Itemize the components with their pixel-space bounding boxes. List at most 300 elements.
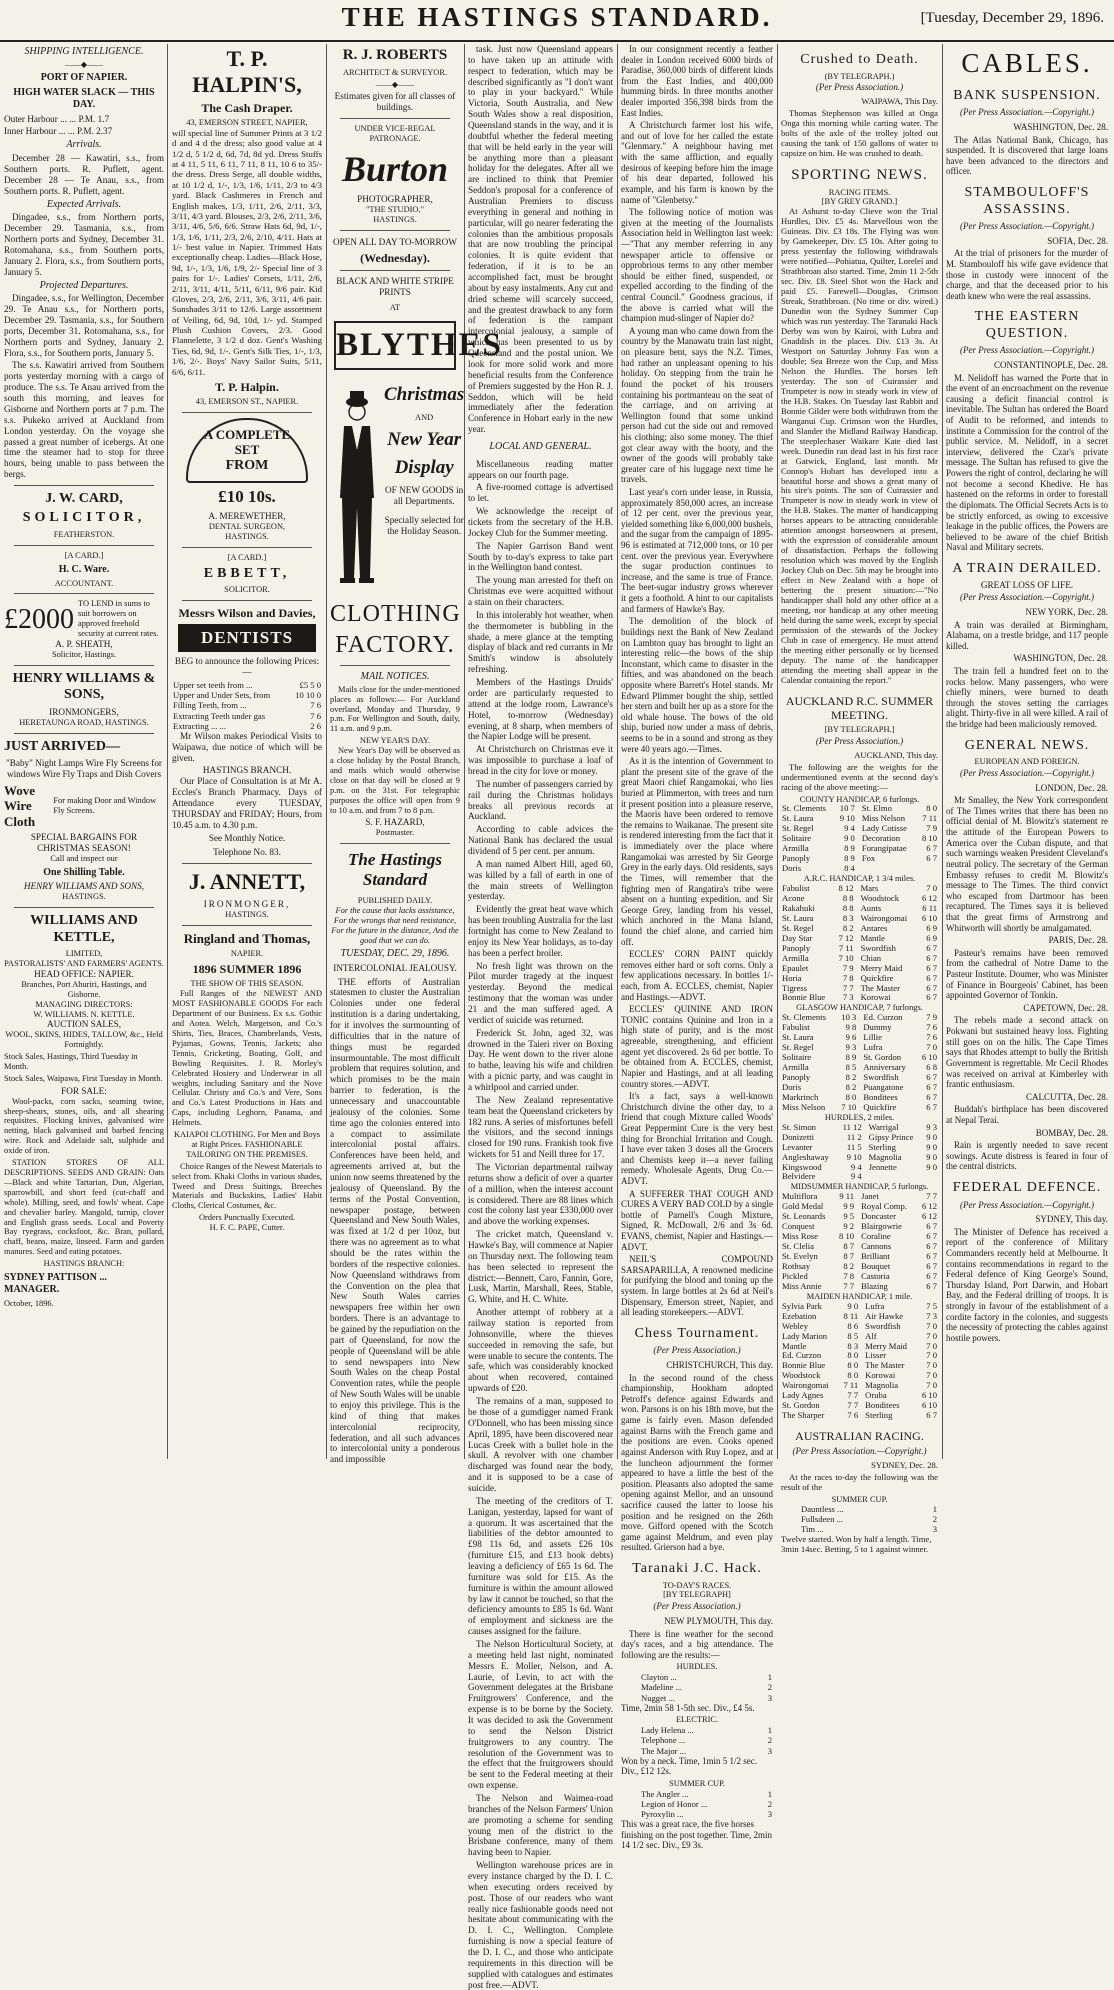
chess-place: CHRISTCHURCH, This day. [666, 1360, 773, 1371]
divider [14, 545, 154, 546]
show-text: THE SHOW OF THIS SEASON. [190, 979, 304, 989]
eastern-heading: THE EASTERN QUESTION. [974, 309, 1080, 341]
auckland-text: The following are the weights for the undermentioned events at the second day's racing of the above meeting:— [781, 761, 938, 792]
horse-name: Telephone ... [641, 1735, 686, 1746]
horse-name: St. Clements [782, 803, 826, 814]
horse-weight: 11 2 [846, 1131, 862, 1142]
bank-text: The Atlas National Bank, Chicago, has suspended. It is discovered that large loans have been advanced to the directors and officer. [946, 134, 1108, 177]
horse-name: Markrinch [782, 1091, 819, 1102]
horse-weight: 6 7 [926, 843, 937, 854]
horse-name: Bonditees [863, 1091, 898, 1102]
weight-row [781, 1172, 938, 1182]
column-rule [464, 44, 465, 1459]
horse-weight: 8 0 [847, 1350, 859, 1361]
local-news-item: The remains of a man, supposed to be those of a gumdigger named Frank O'Donnell, who has been missing since April, 1895, have been discovered near Lucas Creek with a bullet hole in the skull. A revolver with one chamber discharged was found near the body, and it is supposed to be a case of suicide. [468, 1396, 613, 1493]
horse-weight: 7 6 [926, 1022, 937, 1033]
horse-weight: 6 7 [926, 1072, 937, 1083]
auckland-place: AUCKLAND, This day. [854, 749, 938, 760]
weight-row [781, 964, 938, 974]
horse-name: St. Leonards [782, 1211, 826, 1222]
general-heading: GENERAL NEWS. [964, 737, 1090, 753]
kettle-trade: PASTORALISTS' AND FARMERS' AGENTS. [4, 959, 164, 969]
horse-place: 2 [767, 1735, 772, 1746]
projected-text: Dingadee, s.s., for Wellington, December 29. Te Anau s.s., for Northern ports, December 29. Tasmania, s.s., for Southern ports, December 31. Rotomahana, s.s., for Northern ports and Sydney, January 2. Flora, s.s., for Southern ports, January 5. [4, 293, 164, 358]
horse-name: Kingswood [782, 1161, 822, 1172]
horse-weight: 10 7 [839, 803, 855, 814]
divider [182, 863, 312, 864]
new-years-day-text: New Year's Day will be observed as a close holiday by the Postal Branch, and mails which would otherwise close on that day will be closed at 9 p.m. on the 31st. For telegraphic purposes the office will open from 9 to 10 a.m. and from 7 to 8 p.m. [330, 746, 460, 815]
horse-name: St. Laura [782, 813, 814, 824]
horse-weight: 8 9 [844, 853, 855, 864]
roberts-name: R. J. ROBERTS [342, 47, 448, 63]
editorial-text: THE efforts of Australian statesmen to cluster the Australian Colonies under one federal institution is a daring undertaking, for it involves the surmounting of difficulties that in the nature of things must be regarded insurmountable. The most difficult problem that requires solution, and which promises to be the main barrier to federation, is the unnecessary and unaccountable jealousy of the colonies. Some time ago the colonies entered into a compact to assimilate intercolonial postal affairs. Conferences have been held, and agreements arrived at, but the union now seems threatened by the jealousy of Queensland. By the terms of the Postal Convention, newspaper postage, between Queensland and New South Wales, was fixed at 1/2 d per 10oz, but there was no agreement as to what should be the rates within the borders of the respective colonies. Now Queensland withdraws from the Convention on the plea that New South Wales carries newspapers free within her own borders. There is an advantage to be gained by the repudiation on the part of Queensland, for now the people of Queensland will be able to send newspapers into New South Wales on the cheap Postal Convention rates, while the people of New South Wales will be unable to enjoy this privilege. This is the kind of thing that makes intercolonial reciprocity, federation, and all such advances to intercolonial unity a ponderous and impossible [330, 976, 460, 1465]
horse-name: Conquest [782, 1221, 815, 1232]
horse-weight: 7 6 [926, 1032, 937, 1043]
horse-name: St. Gordon [863, 1052, 902, 1063]
horse-weight: 8 8 [842, 892, 854, 903]
horse-weight: 8 7 [843, 1251, 855, 1262]
divider [14, 665, 154, 666]
taranaki-subheading: TO-DAY'S RACES. [662, 1580, 732, 1590]
result-row [621, 1693, 773, 1703]
auction-items: WOOL, SKINS, HIDES, TALLOW, &c., Held Fortnightly. [5, 1030, 163, 1050]
horse-weight: 11 12 [842, 1121, 862, 1132]
horse-name: Levanter [782, 1141, 813, 1152]
horse-name: St. Elmo [861, 803, 892, 814]
local-news-item: A man named Albert Hill, aged 60, was killed by a fall of earth in one of the main streets of Wellington yesterday. [468, 858, 613, 902]
horse-name: Oruba [865, 1390, 887, 1401]
eastern-byline: (Per Press Association.—Copyright.) [960, 345, 1094, 356]
column-1 [4, 44, 164, 1459]
column-rule [326, 44, 327, 1459]
horse-name: Fabulist [782, 882, 810, 893]
column-rule [777, 44, 778, 1459]
local-news-item: Another attempt of robbery at a railway station is reported from Johnsonville, where the thieves succeeded in removing the safe, but were unable to secure the contents. The safe, which was considerably knocked about when recovered, contained upwards of £20. [468, 1307, 613, 1394]
horse-name: St. Clements [782, 1012, 826, 1023]
horse-weight: 9 10 [846, 1151, 862, 1162]
horse-name: Panoply [782, 1072, 811, 1083]
new-goods-text: OF NEW GOODS in all Departments. [385, 485, 464, 507]
horse-weight: 6 9 [926, 932, 937, 943]
blythes-advert [330, 378, 465, 598]
horse-name: Woodstock [860, 892, 900, 903]
station-stores-text: STATION STORES OF ALL DESCRIPTIONS. SEEDS AND GRAIN: Oats—Black and white Tartarian, Dun, Algerian, sparrowbill, and short feed (cut-chaff and whole). Milling, seed, and fowls' wheat. Cape and chevalier barley. Mangold, turnip, clover and English grass seeds. Local and Poverty Bay ryegrass, cocksfoot, &c. Bran, pollard, chaff, beans, maize, linseed. Farm and garden manures. Seed and eating potatoes. [4, 1158, 164, 1257]
horse-name: Dauntless ... [801, 1503, 844, 1514]
result-row [621, 1799, 773, 1809]
halpin-sig-address: 43, EMERSON ST., NAPIER. [195, 397, 299, 407]
specially-text: Specially selected for the Holiday Season. [384, 515, 464, 536]
horse-weight: 6 12 [921, 1201, 937, 1212]
one-shilling-table: One Shilling Table. [43, 866, 125, 878]
annett-name: J. ANNETT, [188, 869, 306, 895]
local-news-item: The Napier Garrison Band went South by to-day's express to take part in the Wellington band contest. [468, 540, 613, 573]
horse-weight: 6 12 [921, 1211, 937, 1222]
aus-cup-heading: SUMMER CUP. [831, 1494, 888, 1504]
price-row [172, 680, 322, 690]
postmaster-name: S. F. HAZARD, [365, 817, 425, 828]
result-row [621, 1809, 773, 1819]
horse-weight: 6 9 [926, 922, 937, 933]
ebbett-tag: [A CARD.] [227, 552, 267, 562]
capetown-place: CAPETOWN, Dec. 28. [1023, 1002, 1108, 1013]
horse-name: Miss Rose [782, 1231, 819, 1242]
horse-name: Sterling [868, 1141, 896, 1152]
horse-weight: 7 8 [842, 972, 854, 983]
electric-heading: ELECTRIC. [675, 1715, 719, 1725]
horse-name: Nugget ... [641, 1692, 675, 1703]
and-text: AND [415, 412, 434, 422]
horse-weight: 7 12 [838, 932, 854, 943]
horse-weight: 6 7 [926, 853, 937, 864]
london-text: Mr Smalley, the New York correspondent of The Times writes that there has been no official denial of M. Blowitz's statement re the attitude of the European Powers to America over the Cuban dispute, and that such warnings weaken President Cleveland's neutral policy. The secretary of the German Embassy refuses to credit M. Blowitz's message to The Times. The third convict who escaped from Dartmoor has been recaptured. The Times says it is believed that the great firms of Armstrong and Whitworth will shortly be amalgamated. [946, 795, 1108, 933]
display-text: Display [394, 457, 454, 478]
chess-byline: (Per Press Association.) [653, 1345, 741, 1356]
card-name: J. W. CARD, [45, 490, 123, 506]
standard-title: The Hastings Standard [348, 850, 442, 890]
horse-weight: 9 3 [926, 1121, 937, 1132]
williams-firm: HENRY WILLIAMS & SONS, [12, 670, 156, 703]
expected-text: Dingadee, s.s., from Northern ports, December 29. Tasmania, s.s., from Northern ports and Sydney, December 31. Rotomahana, s.s., from Southern ports, January 2. Flora, s.s., from Southern ports, January 5. [4, 212, 164, 277]
price-row [172, 690, 322, 700]
divider [340, 118, 450, 119]
news-paragraph: ECCLES' CORN PAINT quickly removes either hard or soft corns. Only a few applications necessary. In bottles 1/- each, from A. ECCLES, chemist, Napier and Hastings.—ADVT. [621, 949, 773, 1002]
at-text: AT [389, 303, 401, 313]
sporting-heading: SPORTING NEWS. [791, 166, 928, 183]
arc-heading: A.R.C. HANDICAP, 1 3/4 miles. [803, 874, 916, 884]
crushed-text: Thomas Stephenson was killed at Onga Onga this morning while carting water. The bolts of the axle of the trolley jolted out causing the tank of 150 gallons of water to capsize on him. He was crushed to death. [781, 108, 938, 158]
ringland-name: Ringland and Thomas, [183, 931, 311, 947]
horse-weight: 6 8 [926, 1062, 937, 1073]
horse-name: Lady Marion [782, 1330, 828, 1341]
horse-name: The Angler ... [641, 1788, 689, 1799]
weight-row [781, 1103, 938, 1113]
price-amount: 7 6 [310, 710, 321, 721]
horse-weight: 6 7 [926, 1091, 937, 1102]
column-rule [167, 44, 168, 1459]
horse-name [863, 1172, 923, 1182]
horse-name: The Master [860, 982, 900, 993]
horse-weight: 9 9 [843, 1201, 855, 1212]
price-amount: £5 5 0 [299, 680, 321, 691]
dentists-banner: DENTISTS [178, 624, 316, 652]
train-place: NEW YORK, Dec. 28. [1025, 606, 1108, 617]
monthly-notice: See Monthly Notice. [208, 832, 286, 843]
news-paragraph: The demolition of the block of buildings next the Bank of New Zealand on Lambton quay has brought to light an interesting relic—the bows of the ship Inconstant, which came to disaster in the fifties, and was abandoned on the beach opposite where Barrett's Hotel stands. Mr Edward Plimmer bought the ship, settled her stern and built her up as a store for the old whale house. The bows of the old ship, buried now under a mass of debris, seems to be in a sound and strong as they were 40 years ago.—Times. [621, 616, 773, 754]
branch-heading: HASTINGS BRANCH. [202, 765, 292, 776]
crushed-byline: (Per Press Association.) [815, 82, 904, 93]
loan-advert [4, 599, 164, 639]
kettle-directors: W. WILLIAMS. N. KETTLE. [33, 1009, 135, 1019]
arrivals-heading: Arrivals. [66, 139, 102, 151]
special-line-2: CHRISTMAS SEASON! [37, 842, 131, 853]
horse-weight: 8 6 [847, 1320, 859, 1331]
news-paragraph: Last year's corn under lease, in Russia, approximately 850,000 acres, an increase of 12 per cent. over the previous year, yielded something like 6,000,000 bushels, and the sugar from the campaign of 1895-96 is estimated at 712,000 tons, or 10 per cent. over the previous year. Everywhere the sugar production continues to increase, and the same is true of France. The beet-sugar industry grows wherever it gets a foothold. A hint to our capitalists and farmers of Hawke's Bay. [621, 486, 773, 614]
horse-place: 2 [767, 1798, 772, 1809]
horse-name: Lady Cotisse [861, 823, 907, 834]
horse-weight: 6 10 [921, 1052, 937, 1063]
wove-wire-label: Wove Wire Cloth [4, 782, 36, 829]
high-water-inner: Inner Harbour ... ... P.M. 2.37 [4, 126, 113, 137]
eastern-place: CONSTANTINOPLE, Dec. 28. [993, 359, 1108, 370]
horse-weight: 7 0 [926, 1042, 937, 1053]
annett-trade: IRONMONGER, [203, 899, 291, 910]
horse-name: Warrigal [868, 1121, 899, 1132]
from-text: FROM [225, 457, 269, 473]
horse-weight: 6 7 [926, 962, 937, 973]
taranaki-text: There is fine weather for the second day's races, and a big attendance. The following are the results:— [621, 1628, 773, 1660]
news-paragraph: NEIL'S COMPOUND SARSAPARILLA, A renowned medicine for purifying the blood and toning up the system. In large bottles at 2s 6d at Neil's Dispensary, Emerson street, Napier, and all leading storekeepers.—ADVT. [621, 1254, 773, 1318]
horse-weight: 7 11 [838, 942, 854, 953]
horse-name: Doncaster [861, 1211, 896, 1222]
horse-name: Angleshaway [782, 1151, 829, 1162]
horse-weight: 7 8 [843, 1270, 855, 1281]
glasgow-weights [781, 1013, 938, 1113]
for-sale-text: Wool-packs, corn sacks, seaming twine, sheep-shears, stones, oils, and all shearing requisites. Flocking knives, galvanised wire netting, black galvanised and barbed fencing wire. Rock and Adelaide salt, sulphide and oxide of iron. [4, 1096, 164, 1156]
tailoring-text: Choice Ranges of the Newest Materials to select from. Khaki Cloths in various shades, Tweed and Dress Suitings, Breeches Materials and Buckskins, Ladies' Habit Cloths, Clerical Costumes, &c. [172, 1161, 322, 1211]
new-year-text: New Year [387, 428, 462, 450]
horse-weight: 8 5 [845, 1062, 857, 1073]
horse-weight: 7 0 [926, 1350, 937, 1361]
column-7 [946, 44, 1108, 1459]
horse-name: Puangatone [863, 1081, 904, 1092]
williams-trade: IRONMONGERS, [49, 706, 119, 717]
wilson-intro: BEG to announce the following Prices:— [174, 656, 320, 678]
horse-weight: 6 7 [926, 1260, 937, 1271]
horse-name: Blazing [861, 1280, 888, 1291]
wove-wire-advert [4, 783, 164, 829]
stock-sales-waipawa: Stock Sales, Waipawa, First Tuesday in Month. [4, 1073, 163, 1083]
horse-name: St. Regel [782, 1042, 814, 1053]
local-news-item: The Nelson Horticultural Society, at a meeting held last night, nominated Messrs E. Moller, Nelson, and A. Laurie, of Levin, to act with the Government delegates at the Brisbane Fruitgrowers' Conference, and the expense is to be borne by the Society. It was decided to ask the Government to send the Nelson District fruitgrowers to any country. The resolution of the Government was to the effect that the fruitgrowers should be sent to the Federal meeting at their own expense. [468, 1638, 613, 1791]
stambouloff-text: At the trial of prisoners for the murder of M. Stambouloff his wife gave evidence that those in custody were innocent of the charge, and that the deceased prior to his death knew who were the real assassins. [946, 248, 1108, 301]
horse-name: Anniversary [863, 1062, 906, 1073]
horse-name: Mars [860, 882, 879, 893]
horse-name: Madeline ... [641, 1682, 683, 1693]
crushed-place: WAIPAWA, This Day. [861, 96, 938, 107]
general-paragraphs [621, 44, 773, 1318]
studio-town: HASTINGS. [373, 214, 417, 224]
bank-place: WASHINGTON, Dec. 28. [1013, 121, 1108, 132]
horse-weight: 8 10 [839, 1231, 855, 1242]
horse-name: Merry Maid [860, 962, 903, 973]
horse-weight: 7 7 [847, 1390, 859, 1401]
williams-town-2: HASTINGS. [62, 892, 106, 902]
horse-weight: 7 5 [926, 1300, 937, 1311]
horse-name: Woodstock [782, 1370, 821, 1381]
local-news-item: The Nelson and Waimea-road branches of the Nelson Farmers' Union are promoting a scheme for sending young men of the district to the Brisbane conference, many of them having been to Napier. [468, 1793, 613, 1858]
bombay-place: BOMBAY, Dec. 28. [1035, 1127, 1108, 1138]
hastings-branch: HASTINGS BRANCH: [43, 1259, 125, 1269]
wove-wire-text: For making Door and Window Fly Screens. [53, 795, 157, 815]
horse-name: Swordfish [860, 942, 896, 953]
kettle-limited: LIMITED, [65, 949, 103, 959]
news-paragraph: As it is the intention of Government to plant the present site of the grave of the great Maori chief Rangamokai, who lies buried at Plimmerton, with trees and turn it present position into a pleasure reserve, the Maoris have been ordered to remove the remains to Waikanae. The present site is rendered interesting from the fact that it is immediately over the place where Rangamokai was arrested by Sir George Grey in the early days. Old residents, says the Times, will remember that the fighting men of Rangatira's tribe were absent on a hunting expedition, and Sir George Grey, landing from his vessel, which anchored in the Mana Island, found the chief alone, and carried him off. [621, 756, 773, 947]
local-news-item: Frederick St. John, aged 32, was drowned in the Taieri river on Boxing Day. He went down to the river alone to bathe, leaving his wife and children with a picnic party, and was caught in a whirlpool and carried under. [468, 1027, 613, 1092]
horse-name: St. Regel [782, 922, 814, 933]
horse-name: Magnolia [868, 1151, 902, 1162]
divider [14, 907, 154, 908]
photographer: PHOTOGRAPHER, [357, 194, 433, 205]
telephone: Telephone No. 83. [213, 847, 281, 858]
horse-name: Jennette [868, 1161, 897, 1172]
horse-name: Rakahuki [782, 902, 815, 913]
horse-name: Swordfish [863, 1072, 899, 1083]
divider: ——◆—— [64, 59, 104, 69]
news-paragraph: The following notice of motion was given at the meeting of the Journalists Association held in Wellington last week:—"That any member referring in any newspaper article to offensive or opprobrious terms to any other member should be either fined, suspended, or expelled according to the finding of the central Council." Goodness gracious, if the above is carried what will the champion mud-slinger of Napier do? [621, 207, 773, 324]
horse-weight: 7 0 [926, 882, 937, 893]
horse-weight: 8 7 [843, 1241, 855, 1252]
horse-weight: 6 7 [926, 1221, 937, 1232]
merewether-town: HASTINGS. [225, 532, 269, 542]
editorial-date: TUESDAY, DEC. 29, 1896. [340, 947, 450, 959]
motto: For the cause that lacks assistance, For the wrongs that need resistance, For the future in the distance, And the good that we can do. [331, 906, 459, 945]
horse-name: Ed. Curzon [863, 1012, 903, 1023]
local-news-item: The cricket match, Queensland v. Hawke's Bay, will commence at Napier on Thursday next. The following team has been selected to represent the district:—Bennett, Caro, Fannin, Gore, Lusk, Martin, Marshall, Rees, Stable, G. White, and H. C. White. [468, 1229, 613, 1305]
horse-name: Ed. Curzon [782, 1350, 822, 1361]
defence-text: The Minister of Defence has received a report of the conference of Military Commanders recently held at Melbourne. It contains recommendations in regard to the Federal defence of King George's Sound, Thursday Island, Port Darwin, and Hobart Bay, and the Federal drilling of troops. It is strongly in favour of the establishment of a cordite factory in the colonies, and suggests the necessity of protecting the cables against hostile powers. [946, 1226, 1108, 1343]
price-item: Upper and Under Sets, from [173, 690, 271, 701]
general-subheading: EUROPEAN AND FOREIGN. [974, 757, 1080, 767]
auckland-heading: AUCKLAND R.C. SUMMER MEETING. [785, 693, 934, 722]
new-years-day-heading: NEW YEAR'S DAY. [359, 736, 431, 746]
price-row [172, 721, 322, 731]
divider [182, 547, 312, 548]
horse-name: Miss Nelson [782, 1101, 826, 1112]
horse-weight: 7 0 [926, 1320, 937, 1331]
news-paragraph: ECCLES' QUININE AND IRON TONIC contains Quinine and Iron in a high state of purity, and is the most agreeable, strengthening, and efficient agent yet discovered. 2s 6d per bottle. To be obtained from A. ECCLES, chemist, Napier and Hastings, and at all leading country stores.—ADVT. [621, 1004, 773, 1089]
horse-name: Gipsy Prince [868, 1131, 914, 1142]
merewether-name: A. MEREWETHER, [208, 511, 286, 522]
divider [340, 665, 450, 666]
local-news-item: The number of passengers carried by rail during the Christmas holidays breaks all previous records at Auckland. [468, 778, 613, 822]
horse-name: The Major ... [641, 1745, 687, 1756]
horse-weight: 8 5 [847, 1330, 859, 1341]
horse-weight: 9 8 [845, 1022, 857, 1033]
horse-weight: 9 0 [844, 833, 855, 844]
open-all-day: OPEN ALL DAY TO-MORROW [333, 236, 457, 247]
horse-name: Miss Annie [782, 1280, 822, 1291]
published-daily: PUBLISHED DAILY. [357, 896, 433, 906]
annett-town: HASTINGS. [225, 910, 269, 920]
blythes-logo: BLYTHES [334, 321, 456, 370]
weight-row [781, 864, 938, 874]
wilson-visits: Mr Wilson makes Periodical Visits to Waipawa, due notice of which will be given. [172, 730, 322, 763]
horse-name: Day Star [782, 932, 813, 943]
horse-name: Blairgowrie [861, 1221, 902, 1232]
horse-name: Lufra [863, 1042, 883, 1053]
roberts-estimates: Estimates given for all classes of buildings. [334, 91, 456, 112]
horse-weight: 8 8 [842, 902, 854, 913]
result-row [621, 1682, 773, 1692]
horse-name: Bouquet [861, 1260, 891, 1271]
maiden-heading: MAIDEN HANDICAP, 1 mile. [806, 1291, 913, 1301]
williams-firm-2: HENRY WILLIAMS AND SONS, [23, 881, 145, 892]
branch-manager: SYDNEY PATTISON ... MANAGER. [4, 1272, 107, 1295]
horse-weight: 9 0 [847, 1300, 859, 1311]
aus-cup-time: Twelve started. Won by half a length. Time, 3min 14sec. Betting, 5 to 1 against winner. [781, 1533, 932, 1554]
local-news-item: Evidently the great heat wave which has been troubling Australia for the last fortnight has come to New Zealand to enjoy its New Year holidays, as to-day has been a perfect broiler. [468, 904, 613, 958]
horse-name: St. Laura [782, 912, 814, 923]
horse-place: 3 [767, 1692, 772, 1703]
auckland-telegraph: [BY TELEGRAPH.] [824, 725, 895, 735]
train-text: A train was derailed at Birmingham, Alabama, on a trestle bridge, and 117 people killed. [946, 619, 1108, 651]
divider [340, 230, 450, 231]
defence-heading: FEDERAL DEFENCE. [952, 1179, 1102, 1195]
horse-weight: 9 0 [926, 1131, 937, 1142]
horse-name: St. Clelia [782, 1241, 814, 1252]
train-heading: A TRAIN DERAILED. [952, 560, 1102, 576]
editorial-continued: task. Just now Queensland appears to have taken up an attitude with respect to federation, which may be described significantly as "I don't want to play in your backyard." While Victoria, South Australia, and New South Wales show a real disposition, Queensland stands in the way, and it is doubtful whether the federal meeting that will be held early in the year will be anything more than a pleasant holiday for the delegates. After all we are inclined to think that Premier Seddon's proposal for a conference of Australian Premiers to discuss everything in general and nothing in particular, will go nearer federating the colonies than the ambitious proposals that are now troubling the principal colonies. It is quite evident that federation, if it is to be an accomplished fact, must be brought about by easy instalments. Any cut and dried scheme will scarcely succeed, and the greatest drawback to any form of federation is the rampant intercolonial jealousy, a sample of which has been presented to us by Queensland and the postal union. We look for more solid work and more beneficial results from the Conference of Premiers suggested by the Hon R. J. Seddon, which will be held immediately after the federation Conference in Hobart early in the new year. [468, 44, 613, 435]
call-text: Call and inspect our [50, 853, 118, 863]
horse-weight: 8 0 [926, 803, 937, 814]
arrived-items: "Baby" Night Lamps Wire Fly Screens for windows Wire Fly Traps and Dish Covers [6, 758, 162, 780]
racing-byline: [BY GREY GRAND.] [821, 197, 898, 207]
special-line-1: SPECIAL BARGAINS FOR [30, 831, 138, 842]
horse-weight: 8 0 [847, 1370, 859, 1381]
horse-weight: 6 7 [926, 1231, 937, 1242]
horse-weight: 6 7 [926, 982, 937, 993]
horse-weight: 6 7 [926, 992, 937, 1003]
horse-name: Lisser [865, 1350, 887, 1361]
hurdles-weights [781, 1123, 938, 1183]
horse-weight: 7 11 [843, 1380, 859, 1391]
column-rule [942, 44, 943, 1459]
electric-results [621, 1725, 773, 1755]
horse-name: Bonditees [865, 1400, 900, 1411]
horse-weight: 6 7 [926, 1081, 937, 1092]
horse-name: Clayton ... [641, 1672, 677, 1683]
halpin-name: T. P. HALPIN'S, [192, 46, 302, 97]
horse-name: St. Evelyn [782, 1251, 818, 1262]
horse-weight: 7 10 [838, 952, 854, 963]
horse-weight: 8 2 [845, 1072, 857, 1083]
wednesday: (Wednesday). [360, 250, 430, 265]
card2-title: ACCOUNTANT. [54, 578, 114, 588]
weight-row [781, 993, 938, 1003]
horse-weight: 8 3 [847, 1340, 859, 1351]
horse-name: Fox [861, 853, 876, 864]
horse-weight: 10 3 [841, 1012, 857, 1023]
result-row [621, 1789, 773, 1799]
aus-racing-place: SYDNEY, Dec. 28. [871, 1460, 938, 1471]
price-item: Extracting Teeth under gas [173, 710, 266, 721]
cables-heading: CABLES. [961, 48, 1093, 78]
train-text-2: The train fell a hundred feet on to the rocks below. Many passengers, who were chiefly miners, were burned to death through the stoves setting the carriages alight. Thirty-five in all were killed. A rail of the bridge had been maliciously removed. [946, 665, 1108, 730]
horse-weight: 9 10 [839, 813, 855, 824]
divider [182, 925, 312, 926]
horse-name: Solitaire [782, 1052, 812, 1063]
horse-name: Tim ... [801, 1523, 824, 1534]
projected-heading: Projected Departures. [39, 279, 129, 291]
kettle-firm: WILLIAMS AND KETTLE, [30, 913, 138, 945]
hurdles-time: Time, 2min 58 1-5th sec. Div., £4 5s. [621, 1702, 755, 1713]
horse-name: Fabulist [782, 1022, 810, 1033]
horse-weight: 7 0 [926, 1360, 937, 1371]
horse-weight: 7 3 [926, 1310, 937, 1321]
horse-place: 1 [767, 1672, 772, 1683]
summer-cup-results [621, 1789, 773, 1819]
train-byline: (Per Press Association.—Copyright.) [960, 592, 1094, 603]
horse-weight: 6 12 [921, 892, 937, 903]
horse-name: Donizetti [782, 1131, 814, 1142]
complete-set-banner [186, 418, 308, 483]
hurdles-results [621, 1672, 773, 1702]
horse-name: Quickfire [860, 972, 894, 983]
taranaki-telegraph: [BY TELEGRAPH] [663, 1590, 731, 1600]
glasgow-heading: GLASGOW HANDICAP, 7 furlongs. [796, 1003, 923, 1013]
horse-name: Panoply [782, 942, 811, 953]
horse-name: St. Laura [782, 1032, 814, 1043]
